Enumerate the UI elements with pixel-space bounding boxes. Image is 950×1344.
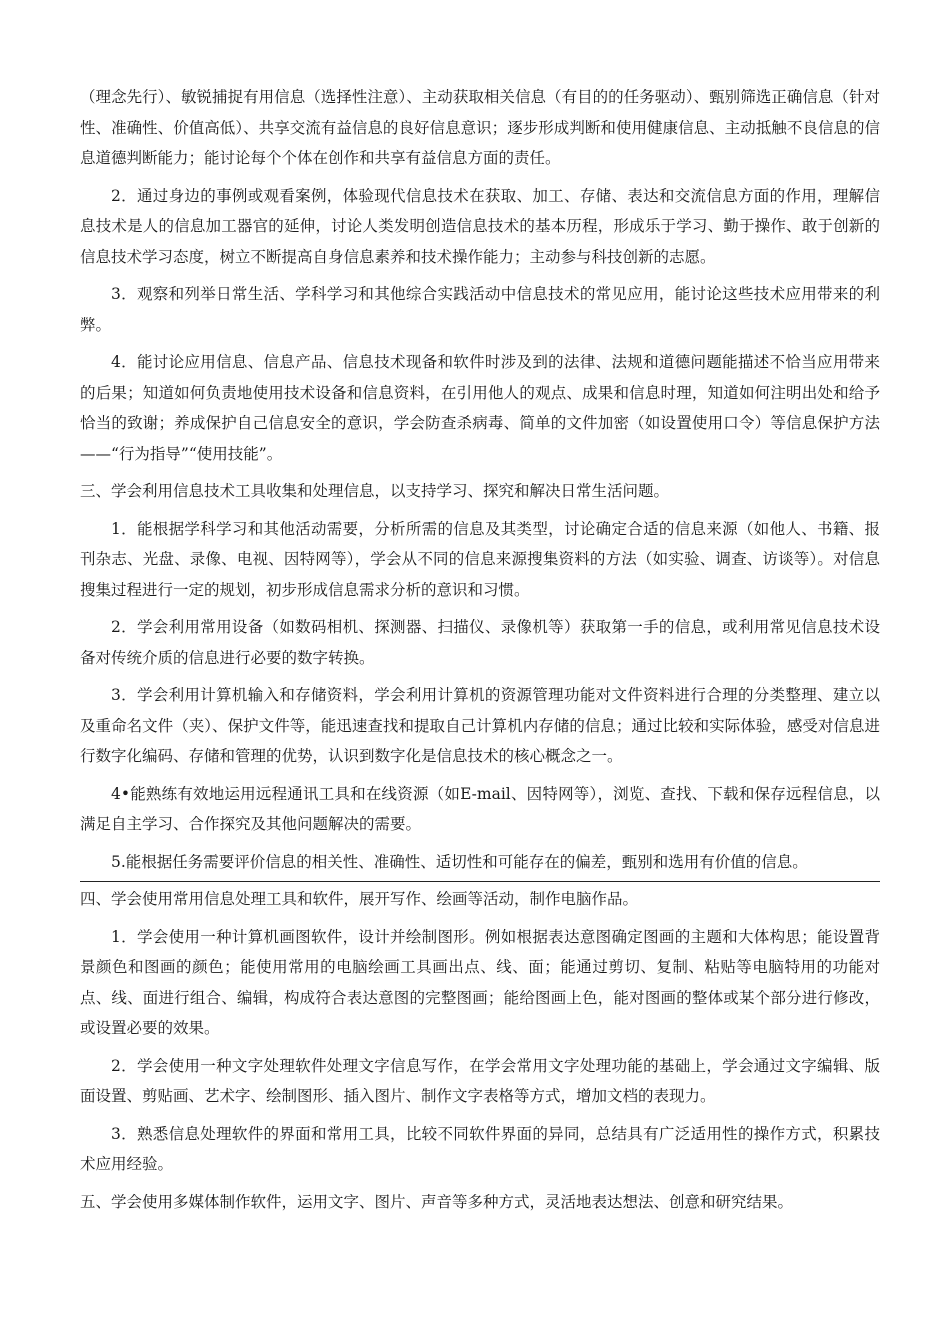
paragraph-continuation: （理念先行）、敏锐捕捉有用信息（选择性注意）、主动获取相关信息（有目的的任务驱动）、甄别筛选正确信息（针对性、准确性、价值高低）、共享交流有益信息的良好信息意识；逐步形成判断和使用健康信息、主动抵触不良信息的信息道德判断能力；能讨论每个个体在创作和共享有益信息方面的责任。 <box>80 88 880 167</box>
paragraph-item-2: 2．通过身边的事例或观看案例，体验现代信息技术在获取、加工、存储、表达和交流信息方面的作用，理解信息技术是人的信息加工器官的延伸，讨论人类发明创造信息技术的基本历程，形成乐于学习、勤于操作、敢于创新的信息技术学习态度，树立不断提高自身信息素养和技术操作能力；主动参与科技创新的志愿。 <box>80 186 880 266</box>
paragraph-item-4-2: 2．学会使用一种文字处理软件处理文字信息写作，在学会常用文字处理功能的基础上，学会通过文字编辑、版面设置、剪贴画、艺术字、绘制图形、插入图片、制作文字表格等方式，增加文档的表现力。 <box>80 1056 880 1105</box>
document-page <box>80 82 880 1217</box>
section-heading-3: 三、学会利用信息技术工具收集和处理信息，以支持学习、探究和解决日常生活问题。 <box>80 482 670 500</box>
paragraph-item-3-5: 5.能根据任务需要评价信息的相关性、准确性、适切性和可能存在的偏差，甄别和选用有价值的信息。 <box>111 852 808 871</box>
paragraph-item-4-1: 1．学会使用一种计算机画图软件，设计并绘制图形。例如根据表达意图确定图画的主题和大体构思；能设置背景颜色和图画的颜色；能使用常用的电脑绘画工具画出点、线、面；能通过剪切、复制、粘贴等电脑特用的功能对点、线、面进行组合、编辑，构成符合表达意图的完整图画；能给图画上色，能对图画的整体或某个部分进行修改，或设置必要的效果。 <box>80 927 880 1037</box>
paragraph-item-4-3: 3．熟悉信息处理软件的界面和常用工具，比较不同软件界面的异同，总结具有广泛适用性的操作方式，积累技术应用经验。 <box>80 1124 880 1173</box>
paragraph-item-4: 4．能讨论应用信息、信息产品、信息技术现备和软件时涉及到的法律、法规和道德问题能描述不恰当应用带来的后果；知道如何负责地使用技术设备和信息资料，在引用他人的观点、成果和信息时理，知道如何注明出处和给予恰当的致谢；养成保护自己信息安全的意识，学会防查杀病毒、简单的文件加密（如设置使用口令）等信息保护方法——“行为指导”“使用技能”。 <box>80 353 880 463</box>
paragraph-item-3-4: 4•能熟练有效地运用远程通讯工具和在线资源（如E-mail、因特网等），浏览、查找、下载和保存远程信息，以满足自主学习、合作探究及其他问题解决的需要。 <box>80 784 880 833</box>
paragraph-item-3-3: 3．学会利用计算机输入和存储资料，学会利用计算机的资源管理功能对文件资料进行合理的分类整理、建立以及重命名文件（夹）、保护文件等，能迅速查找和提取自己计算机内存储的信息；通过比较和实际体验，感受对信息进行数字化编码、存储和管理的优势，认识到数字化是信息技术的核心概念之一。 <box>80 686 880 765</box>
paragraph-item-3: 3．观察和列举日常生活、学科学习和其他综合实践活动中信息技术的常见应用，能讨论这些技术应用带来的利弊。 <box>80 285 880 334</box>
paragraph-item-3-2: 2．学会利用常用设备（如数码相机、探测器、扫描仪、录像机等）获取第一手的信息，或利用常见信息技术设备对传统介质的信息进行必要的数字转换。 <box>80 618 880 667</box>
section-heading-4: 四、学会使用常用信息处理工具和软件，展开写作、绘画等活动，制作电脑作品。 <box>80 881 880 915</box>
paragraph-item-3-1: 1．能根据学科学习和其他活动需要，分析所需的信息及其类型，讨论确定合适的信息来源（如他人、书籍、报刊杂志、光盘、录像、电视、因特网等），学会从不同的信息来源搜集资料的方法（如实验、调查、访谈等）。对信息搜集过程进行一定的规划，初步形成信息需求分析的意识和习惯。 <box>80 519 880 599</box>
section-heading-5: 五、学会使用多媒体制作软件，运用文字、图片、声音等多种方式，灵活地表达想法、创意和研究结果。 <box>80 1192 794 1211</box>
